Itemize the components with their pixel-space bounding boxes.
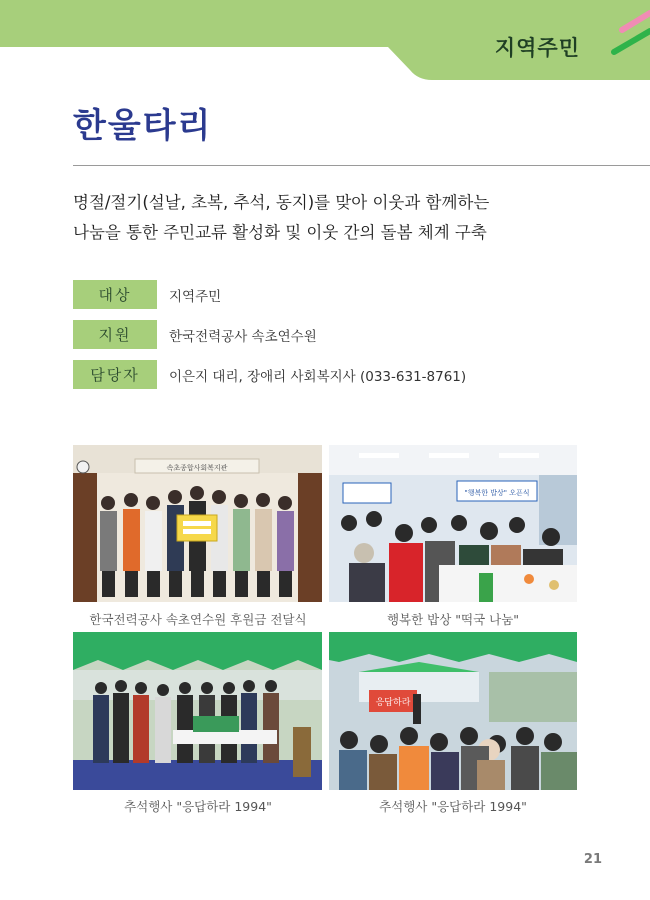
section-label: 지역주민 (494, 36, 580, 60)
photo-caption: 한국전력공사 속초연수원 후원금 전달식 (89, 612, 307, 627)
photo-caption: 행복한 밥상 "떡국 나눔" (386, 612, 520, 627)
info-label-target: 대상 (73, 280, 157, 309)
page-number: 21 (583, 852, 602, 867)
photo-donation-ceremony (73, 445, 322, 602)
photo-chuseok-event-2 (329, 632, 577, 790)
page-title: 한울타리 (73, 106, 213, 146)
description-line: 명절/절기(설날, 초복, 추석, 동지)를 맞아 이웃과 함께하는 (73, 193, 490, 212)
header-banner (0, 0, 650, 90)
photo-caption: 추석행사 "응답하라 1994" (124, 799, 272, 814)
title-divider (73, 165, 650, 166)
info-value-target: 지역주민 (169, 288, 222, 305)
info-value-manager: 이은지 대리, 장애리 사회복지사 (033-631-8761) (169, 368, 467, 385)
info-label-manager: 담당자 (73, 360, 157, 389)
info-row-target (73, 280, 221, 309)
info-value-support: 한국전력공사 속초연수원 (169, 328, 317, 345)
sign-text: 속초종합사회복지관 (166, 464, 228, 472)
info-label-support: 지원 (73, 320, 157, 349)
sign-text: 응답하라 (375, 698, 411, 708)
photo-rice-cake-sharing (329, 445, 577, 602)
info-row-manager (73, 360, 466, 389)
photo-caption: 추석행사 "응답하라 1994" (379, 799, 527, 814)
program-description (73, 188, 593, 248)
photo-chuseok-event-1 (73, 632, 322, 790)
info-row-support (73, 320, 317, 349)
description-line: 나눔을 통한 주민교류 활성화 및 이웃 간의 돌봄 체계 구축 (73, 223, 487, 242)
sign-text: "행복한 밥상" 오픈식 (464, 489, 530, 497)
